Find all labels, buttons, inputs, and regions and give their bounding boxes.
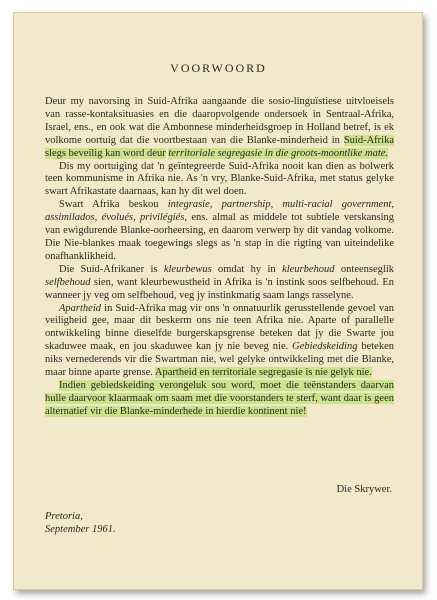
paragraph-2: Dis my oortuiging dat 'n geïntegreerde Suid-Afrika nooit kan dien as bolwerk teen kommunisme in Afrika nie. As 'n vry, Blanke-Suid-Afrika, met status gelyke swart Afrikastate daarnaas, kan hy dit wel doen. — [45, 160, 394, 198]
paragraph-1: Deur my navorsing in Suid-Afrika aangaande die sosio-linguïstiese uitvloeisels van rasse-kontaksituasies en die daaropvolgende ondersoek in Sentraal-Afrika, Israel, ens., en ook wat die Ambonnese minderheidsgroep in Holland betref, is ek volkome oortuig dat die voortbestaan van die Blanke-minderheid in Suid-Afrika slegs beveilig kan word deur territoriale segregasie in die groots-moontlike mate. — [45, 96, 394, 159]
foreword-body — [45, 96, 394, 419]
signature: Die Skrywer. — [336, 484, 392, 495]
paragraph-6: Indien gebiedskeiding verongeluk sou word, moet die teënstanders daarvan hulle daarvoor klaarmaak om saam met die voorstanders te sterf, want daar is geen alternatief vir die Blanke-minderhede in hierdie kontinent nie! — [45, 379, 394, 417]
page-heading: VOORWOORD — [170, 61, 267, 75]
paragraph-4: Die Suid-Afrikaner is kleurbewus omdat hy in kleurbehoud onteenseglik selfbehoud sien, want kleurbewustheid in Afrika is 'n instink soos selfbehoud. En wanneer jy veg om selfbehoud, veg jy instinkmatig saam langs rasselyne. — [45, 263, 394, 301]
place-date — [45, 510, 116, 536]
date: September 1961. — [45, 524, 116, 535]
paragraph-5: Apartheid in Suid-Afrika mag vir ons 'n onnatuurlik gerusstellende gevoel van veiligheid gee, maar dit beskerm ons nie teen Afrika nie. Aparte of parallelle ontwikkeling binne dieselfde burgerskapsgrense beteken dat jy die Swarte jou skaduwee maak, en jou skaduwee kan jy nie beveg nie. Gebiedskeiding beteken niks vernederends vir die Swartman nie, wel gelyke ontwikkeling met die Blanke, maar binne aparte grense. Apartheid en territoriale segregasie is nie gelyk nie. — [45, 302, 394, 379]
paragraph-3: Swart Afrika beskou integrasie, partnership, multi-racial government, assimilados, évolués, privilégiés, ens. almal as middele tot subtiele verskansing van ewigdurende Blanke-oorheersing, en daarom verwerp hy dit vandag volkome. Die Nie-blankes maak toegewings slegs as 'n stap in die rigting van uiteindelike onafhanklikheid. — [45, 199, 394, 262]
place: Pretoria, — [45, 511, 83, 522]
